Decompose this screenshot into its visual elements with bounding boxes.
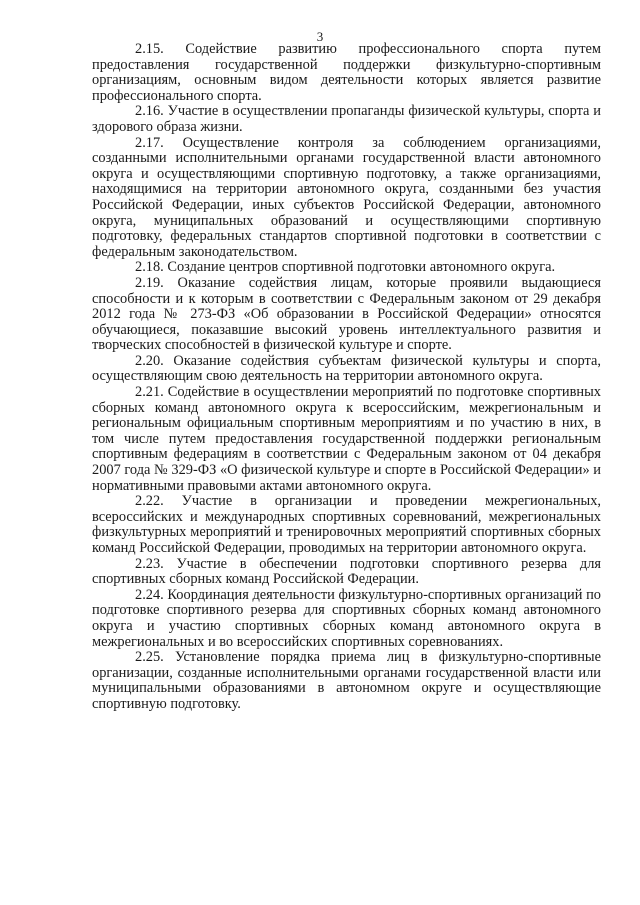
paragraph-2-17: 2.17. Осуществление контроля за соблюдением организациями, созданными исполнительными органами государственной власти автономного округа и осуществляющими спортивную подготовку, а также организациями, находящимися на территории автономного округа, созданными без участия Российской Федерации, иных субъектов Российской Федерации, автономного округа, муниципальных образований и осуществляющими спортивную подготовку, федеральных стандартов спортивной подготовки в соответствии с федеральным законодательством. bbox=[92, 134, 601, 260]
paragraph-2-20: 2.20. Оказание содействия субъектам физической культуры и спорта, осуществляющим свою деятельность на территории автономного округа. bbox=[92, 352, 601, 385]
paragraph-2-18: 2.18. Создание центров спортивной подготовки автономного округа. bbox=[135, 259, 556, 276]
paragraph-2-24: 2.24. Координация деятельности физкультурно-спортивных организаций по подготовке спортивного резерва для спортивных сборных команд автономного округа и участию спортивных сборных команд автономного округа в межрегиональных и во всероссийских спортивных соревнованиях. bbox=[92, 586, 601, 650]
paragraph-2-23: 2.23. Участие в обеспечении подготовки спортивного резерва для спортивных сборных команд Российской Федерации. bbox=[92, 555, 601, 588]
paragraph-2-25: 2.25. Установление порядка приема лиц в физкультурно-спортивные организации, созданные исполнительными органами государственной власти или муниципальными образованиями в автономном округе и осуществляющие спортивную подготовку. bbox=[92, 649, 601, 712]
paragraph-2-19: 2.19. Оказание содействия лицам, которые проявили выдающиеся способности и к которым в соответствии с Федеральным законом от 29 декабря 2012 года № 273-ФЗ «Об образовании в Российской Федерации» относятся обучающиеся, показавшие высокий уровень интеллектуального развития и творческих способностей в физической культуре и спорте. bbox=[92, 274, 601, 354]
page-number: 3 bbox=[316, 29, 324, 44]
paragraph-2-22: 2.22. Участие в организации и проведении межрегиональных, всероссийских и международных спортивных соревнований, межрегиональных физкультурных мероприятий и тренировочных мероприятий спортивных сборных команд Российской Федерации, проводимых на территории автономного округа. bbox=[92, 493, 601, 556]
paragraph-2-15: 2.15. Содействие развитию профессионального спорта путем предоставления государственной поддержки физкультурно-спортивным организациям, основным видом деятельности которых является развитие профессионального спорта. bbox=[92, 41, 601, 104]
paragraph-2-16: 2.16. Участие в осуществлении пропаганды физической культуры, спорта и здорового образа жизни. bbox=[92, 103, 601, 135]
paragraph-2-21: 2.21. Содействие в осуществлении мероприятий по подготовке спортивных сборных команд автономного округа к всероссийским, межрегиональным и региональным официальным спортивным мероприятиям и по участию в них, в том числе путем предоставления государственной поддержки региональным спортивным федерациям в соответствии с Федеральным законом от 04 декабря 2007 года № 329-ФЗ «О физической культуре и спорте в Российской Федерации» и нормативными правовыми актами автономного округа. bbox=[92, 384, 601, 494]
document-body bbox=[92, 42, 601, 713]
